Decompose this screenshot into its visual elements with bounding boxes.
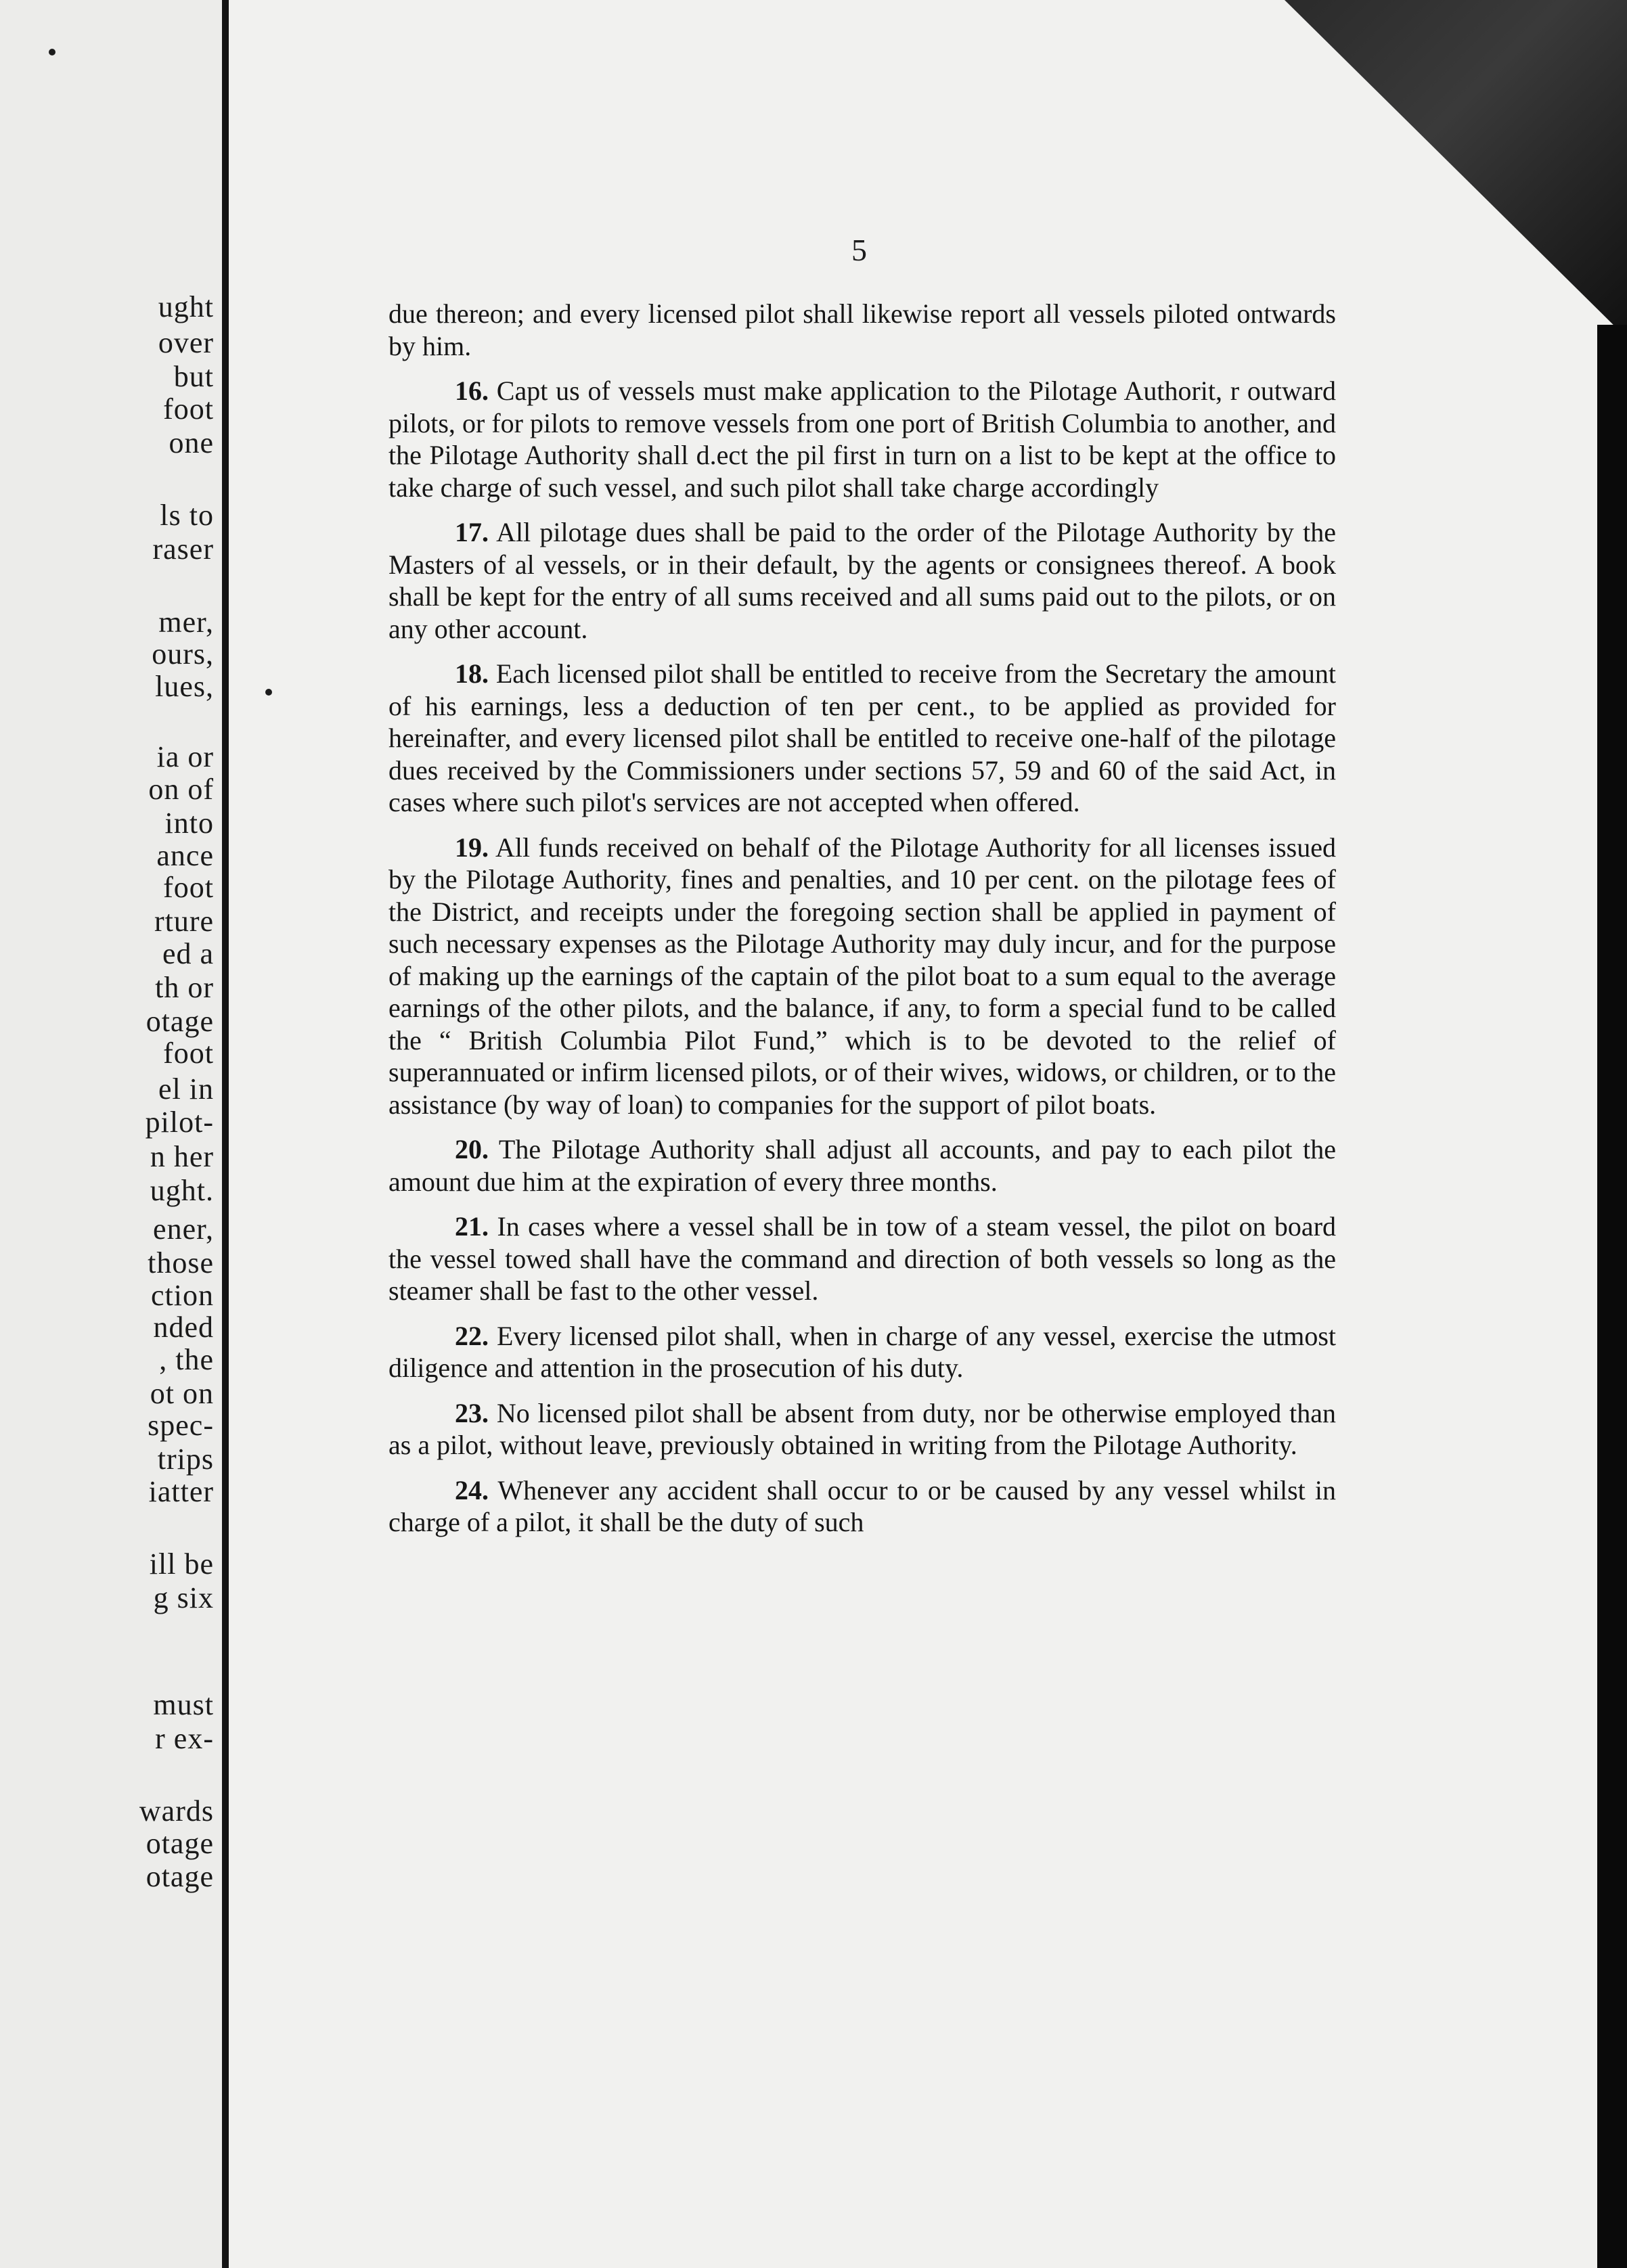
section-number: 23.: [455, 1397, 489, 1428]
paragraph: [388, 1133, 1336, 1198]
previous-page-line: raser: [152, 532, 214, 566]
paragraph-text: Each licensed pilot shall be entitled to receive from the Secretary the amount of his earnings, less a deduction of ten per cent., to be applied as provided for hereinafter, and every licensed pilot shall be entitled to receive one-half of the pilotage dues received by the Commissioners under sections 57, 59 and 60 of the said Act, in cases where such pilot's services are not accepted when offered.: [388, 658, 1336, 817]
previous-page-line: ction: [151, 1279, 214, 1312]
previous-page-line: otage: [146, 1005, 214, 1038]
previous-page-line: must: [153, 1688, 214, 1721]
previous-page-line: th or: [155, 971, 214, 1004]
previous-page-line: on of: [148, 773, 214, 806]
previous-page-line: ls to: [160, 499, 214, 532]
binding-gutter: [222, 0, 229, 2268]
previous-page-line: mer,: [158, 606, 214, 639]
paragraph-text: All pilotage dues shall be paid to the order of the Pilotage Authority by the Masters of al vessels, or in their default, by the agents or consignees thereof. A book shall be kept for the entry of all sums received and all sums paid out to the pilots, or on any other account.: [388, 517, 1337, 644]
previous-page-line: one: [169, 426, 214, 459]
previous-page-line: those: [148, 1246, 214, 1279]
paragraph-text: Every licensed pilot shall, when in charge of any vessel, exercise the utmost diligence and attention in the prosecution of his duty.: [388, 1320, 1336, 1383]
previous-page-line: lues,: [155, 670, 214, 703]
paragraph: [388, 298, 1336, 362]
paragraph: [388, 1210, 1336, 1307]
previous-page-edge: [0, 0, 223, 2268]
previous-page-line: foot: [163, 871, 214, 904]
section-number: 17.: [455, 517, 489, 547]
page-body: [388, 298, 1336, 1551]
previous-page-line: ill be: [149, 1547, 214, 1581]
section-number: 19.: [455, 832, 489, 863]
previous-page-line: otage: [146, 1860, 214, 1893]
previous-page-line: foot: [163, 1037, 214, 1070]
paragraph-text: No licensed pilot shall be absent from duty, nor be otherwise employed than as a pilot, without leave, previously obtained in writing from the Pilotage Authority.: [388, 1397, 1336, 1460]
previous-page-line: ener,: [153, 1212, 214, 1246]
scan-speck: [49, 49, 55, 55]
section-number: 20.: [455, 1134, 489, 1164]
previous-page-line: foot: [163, 392, 214, 426]
previous-page-line: g six: [153, 1581, 214, 1614]
previous-page-line: pilot-: [145, 1106, 214, 1139]
paragraph-text: The Pilotage Authority shall adjust all accounts, and pay to each pilot the amount due him at the expiration of every three months.: [388, 1134, 1337, 1197]
previous-page-line: otage: [146, 1827, 214, 1860]
page-number: 5: [851, 233, 867, 267]
section-number: 21.: [455, 1211, 489, 1242]
previous-page-line: rture: [154, 905, 214, 938]
previous-page-line: ours,: [152, 637, 214, 671]
section-number: 16.: [455, 376, 489, 406]
scan-speck: [265, 689, 272, 696]
paragraph: [388, 832, 1336, 1121]
previous-page-line: ance: [156, 839, 214, 872]
paragraph: [388, 516, 1336, 645]
paragraph-text: All funds received on behalf of the Pilotage Authority for all licenses issued by the Pilotage Authority, fines and penalties, and 10 per cent. on the pilotage fees of the District, and receipts under the foregoing section shall be applied in payment of such necessary expenses as the Pilotage Authority may duly incur, and for the purpose of making up the earnings of the captain of the pilot boat to a sum equal to the average earnings of the other pilots, and the balance, if any, to form a special fund to be called the “ British Columbia Pilot Fund,” which is to be devoted to the relief of superannuated or infirm licensed pilots, or of their wives, widows, or children, or to the assistance (by way of loan) to companies for the support of pilot boats.: [388, 832, 1336, 1120]
previous-page-line: trips: [157, 1443, 214, 1476]
previous-page-line: into: [164, 807, 214, 840]
paragraph: [388, 1320, 1336, 1384]
section-number: 18.: [455, 658, 489, 689]
paragraph-text: Capt us of vessels must make application to the Pilotage Authorit, r outward pilots, or for pilots to remove vessels from one port of British Columbia to another, and the Pilotage Authority shall d.ect the pil first in turn on a list to be kept at the office to take charge of such vessel, and such pilot shall take charge accordingly: [388, 376, 1336, 503]
previous-page-line: ught.: [150, 1174, 214, 1207]
paragraph: [388, 658, 1336, 819]
previous-page-line: n her: [150, 1140, 214, 1173]
previous-page-line: wards: [139, 1794, 214, 1828]
previous-page-line: , the: [159, 1343, 214, 1376]
previous-page-line: iatter: [148, 1475, 214, 1508]
section-number: 24.: [455, 1474, 489, 1505]
previous-page-line: ot on: [150, 1377, 214, 1410]
paragraph-text: Whenever any accident shall occur to or be caused by any vessel whilst in charge of a pilot, it shall be the duty of such: [388, 1474, 1336, 1537]
previous-page-line: nded: [153, 1311, 214, 1344]
previous-page-line: ught: [158, 290, 214, 323]
previous-page-line: spec-: [148, 1409, 214, 1442]
page-right-edge: [1597, 325, 1627, 2268]
previous-page-line: ed a: [162, 937, 214, 970]
previous-page-line: r ex-: [155, 1722, 214, 1755]
paragraph-text: due thereon; and every licensed pilot shall likewise report all vessels piloted ontwards by him.: [388, 298, 1336, 361]
paragraph: [388, 375, 1336, 503]
previous-page-line: ia or: [156, 740, 214, 773]
paragraph: [388, 1397, 1336, 1461]
previous-page-line: but: [173, 360, 214, 393]
section-number: 22.: [455, 1320, 489, 1351]
previous-page-line: over: [158, 326, 214, 359]
paragraph-text: In cases where a vessel shall be in tow of a steam vessel, the pilot on board the vessel towed shall have the command and direction of both vessels so long as the steamer shall be fast to the other vessel.: [388, 1211, 1337, 1306]
paragraph: [388, 1474, 1336, 1539]
previous-page-line: el in: [158, 1072, 214, 1106]
